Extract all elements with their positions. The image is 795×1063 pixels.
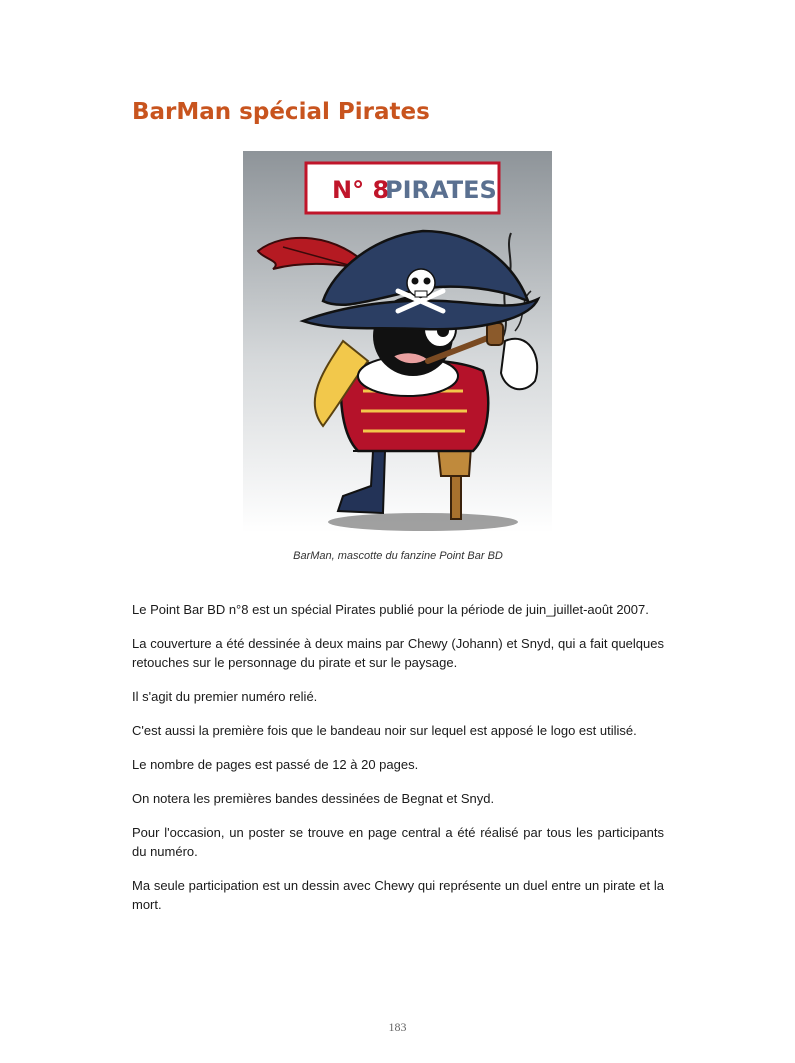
paragraph: On notera les premières bandes dessinées de Begnat et Snyd. <box>132 791 495 806</box>
page-title: BarMan spécial Pirates <box>132 99 430 125</box>
paragraph: Le nombre de pages est passé de 12 à 20 pages. <box>132 757 419 772</box>
paragraph: Le Point Bar BD n°8 est un spécial Pirates publié pour la période de juin_juillet-août 2007. <box>132 602 649 617</box>
paragraph: Il s'agit du premier numéro relié. <box>132 689 318 704</box>
pirate-illustration <box>243 151 552 533</box>
paragraph: Pour l'occasion, un poster se trouve en page central a été réalisé par tous les participants du numéro. <box>132 825 664 859</box>
paragraph: C'est aussi la première fois que le bandeau noir sur lequel est apposé le logo est utilisé. <box>132 723 637 738</box>
paragraph: La couverture a été dessinée à deux mains par Chewy (Johann) et Snyd, qui a fait quelques retouches sur le personnage du pirate et sur le paysage. <box>132 636 664 670</box>
figure-caption: BarMan, mascotte du fanzine Point Bar BD <box>293 550 503 562</box>
body-text <box>132 600 664 929</box>
page-number: 183 <box>388 1020 407 1034</box>
badge-number: N° 8 <box>332 176 390 204</box>
badge-word: PIRATES <box>385 176 497 204</box>
paragraph: Ma seule participation est un dessin avec Chewy qui représente un duel entre un pirate et la mort. <box>132 878 664 912</box>
cover-badge <box>306 163 499 213</box>
